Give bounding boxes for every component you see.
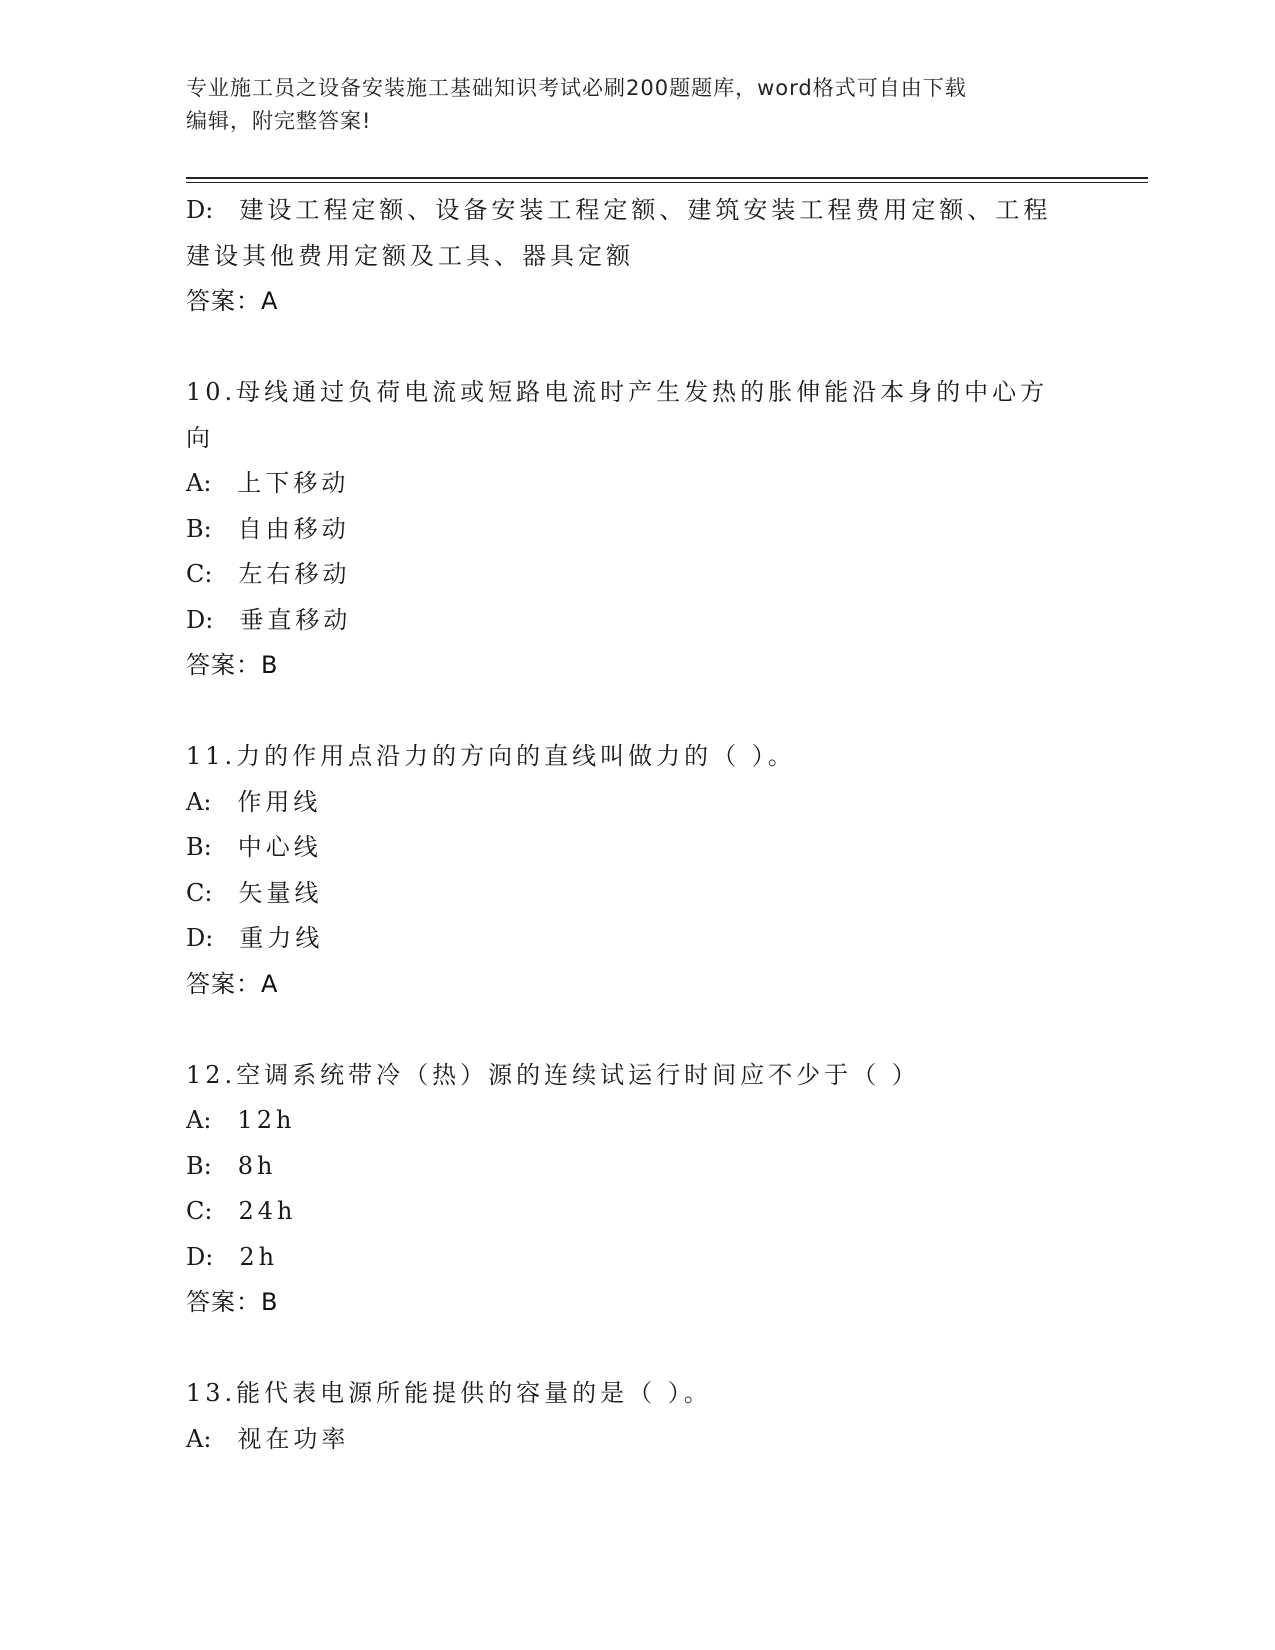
option-text: 自由移动 bbox=[237, 514, 350, 543]
option-d-fragment bbox=[186, 188, 1086, 234]
option-text: 24h bbox=[238, 1197, 297, 1225]
option-text: 上下移动 bbox=[237, 469, 350, 497]
option-c bbox=[186, 552, 1086, 598]
option-letter: B: bbox=[186, 1151, 212, 1180]
option-d bbox=[186, 1235, 1086, 1281]
option-a bbox=[186, 461, 1086, 507]
option-letter: A: bbox=[186, 787, 212, 816]
document-body bbox=[186, 188, 1086, 1462]
answer-line: 答案：B bbox=[186, 1288, 279, 1316]
option-text: 2h bbox=[239, 1242, 279, 1271]
option-c bbox=[186, 1189, 1086, 1235]
question-13 bbox=[186, 1371, 1086, 1462]
option-text: 左右移动 bbox=[238, 560, 351, 588]
option-text: 垂直移动 bbox=[239, 605, 352, 634]
option-letter: D: bbox=[186, 924, 214, 952]
question-title: 13.能代表电源所能提供的容量的是（ ）。 bbox=[186, 1379, 712, 1407]
option-letter: A: bbox=[186, 1106, 212, 1134]
option-text: 视在功率 bbox=[237, 1424, 350, 1453]
option-a bbox=[186, 1417, 1086, 1463]
option-letter: C: bbox=[186, 560, 213, 588]
option-text: 中心线 bbox=[237, 833, 322, 861]
option-letter: A: bbox=[186, 1424, 212, 1453]
option-d bbox=[186, 916, 1086, 962]
header-line-2: 编辑，附完整答案! bbox=[186, 109, 372, 133]
answer-line: 答案：A bbox=[186, 969, 279, 998]
option-b bbox=[186, 507, 1086, 553]
option-a bbox=[186, 1098, 1086, 1144]
option-letter: D: bbox=[186, 1242, 214, 1271]
option-letter: B: bbox=[186, 514, 212, 543]
answer-line: 答案：A bbox=[186, 287, 279, 315]
question-title: 12.空调系统带冷（热）源的连续试运行时间应不少于（ ） bbox=[186, 1060, 920, 1089]
option-d-fragment-line-2: 建设其他费用定额及工具、器具定额 bbox=[186, 241, 634, 270]
option-letter: D: bbox=[186, 196, 214, 224]
option-d bbox=[186, 598, 1086, 644]
option-letter: C: bbox=[186, 1197, 213, 1225]
option-letter: C: bbox=[186, 878, 213, 907]
question-title-line-2: 向 bbox=[186, 423, 214, 452]
header-rule-thin bbox=[186, 182, 1148, 183]
option-letter: D: bbox=[186, 605, 214, 634]
option-a bbox=[186, 780, 1086, 826]
option-text: 建设工程定额、设备安装工程定额、建筑安装工程费用定额、工程 bbox=[239, 196, 1052, 224]
question-title: 11.力的作用点沿力的方向的直线叫做力的（ ）。 bbox=[186, 742, 796, 770]
option-c bbox=[186, 871, 1086, 917]
question-10 bbox=[186, 370, 1086, 689]
option-text: 作用线 bbox=[237, 787, 322, 816]
option-text: 矢量线 bbox=[238, 878, 323, 907]
page-header bbox=[186, 72, 1066, 138]
option-b bbox=[186, 825, 1086, 871]
question-title: 10.母线通过负荷电流或短路电流时产生发热的胀伸能沿本身的中心方 bbox=[186, 378, 1049, 406]
question-11 bbox=[186, 734, 1086, 1007]
option-letter: A: bbox=[186, 469, 212, 497]
option-text: 12h bbox=[237, 1106, 296, 1134]
option-text: 重力线 bbox=[239, 924, 324, 952]
header-line-1: 专业施工员之设备安装施工基础知识考试必刷200题题库，word格式可自由下载 bbox=[186, 76, 967, 100]
header-rule-thick bbox=[186, 177, 1148, 179]
answer-line: 答案：B bbox=[186, 651, 279, 679]
option-b bbox=[186, 1144, 1086, 1190]
question-12 bbox=[186, 1053, 1086, 1326]
option-letter: B: bbox=[186, 833, 212, 861]
option-text: 8h bbox=[237, 1151, 277, 1180]
